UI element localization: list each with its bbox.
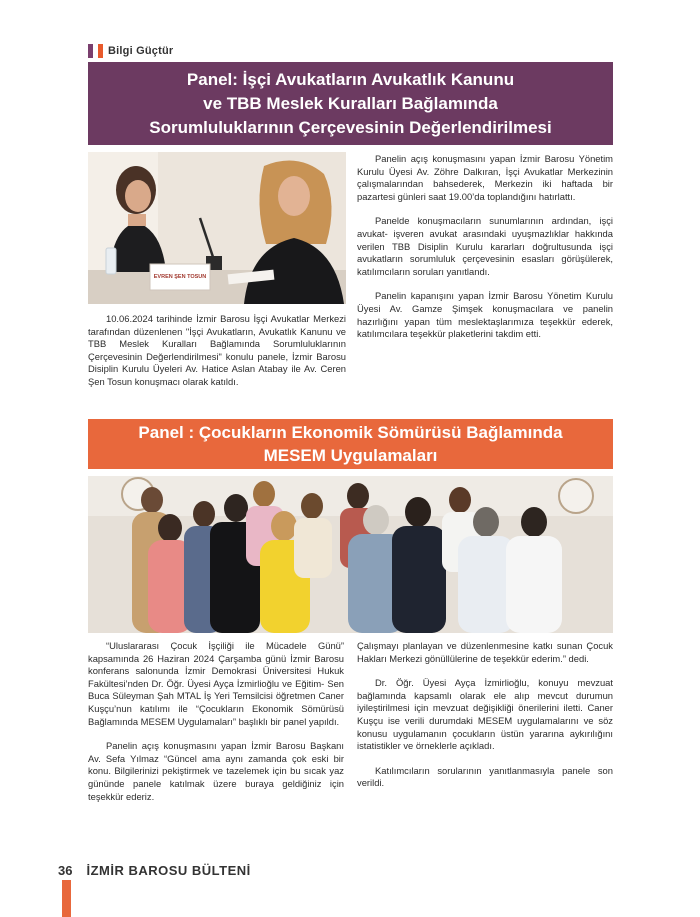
page-footer (58, 863, 251, 878)
publication-name: İZMİR BAROSU BÜLTENİ (86, 863, 251, 878)
section-tag (88, 44, 173, 58)
article2-group-photo (88, 476, 613, 633)
footer-accent-bar (62, 880, 71, 917)
panel-speakers-illustration (88, 152, 346, 304)
article1-title-line: ve TBB Meslek Kuralları Bağlamında (203, 93, 498, 113)
article1-column-right (357, 153, 613, 341)
article2-paragraph-lead: Çalışmayı planlayan ve düzenlenmesine katkı sunan Çocuk Hakları Merkezi gönüllülerine de teşekkür ederim.” dedi. (357, 640, 613, 664)
photo-nameplate-text: EVREN ŞEN TOSUN (153, 274, 207, 280)
article1-photo (88, 152, 346, 304)
article2-column-right (357, 640, 613, 790)
article1-paragraph: Panelin kapanışını yapan İzmir Barosu Yönetim Kurulu Üyesi Av. Gamze Şimşek konuşmacılara ve panelin hazırlığını yapan tüm meslektaşlarımıza teşekkür ederek, katılımcılara teşekkür plaketlerini takdim etti. (357, 290, 613, 340)
article2-paragraph: Katılımcıların sorularının yanıtlanmasıyla panele son verildi. (357, 764, 613, 789)
article2-column-left (88, 640, 344, 803)
group-photo-illustration (88, 476, 613, 633)
article1-paragraph: 10.06.2024 tarihinde İzmir Barosu İşçi Avukatlar Merkezi tarafından düzenlenen "İşçi Avukatların, Avukatlık Kanunu ve TBB Meslek Kuralları Bağlamında Sorumluluklarının Çerçevesinin Değerlendirilmesi" konulu panele, İzmir Barosu Disiplin Kurulu Üyeleri Av. Hatice Aslan Atabay ile Av. Ceren Şen Tosun konuşmacı olarak katıldı. (88, 313, 346, 387)
article2-paragraph: Panelin açış konuşmasını yapan İzmir Barosu Başkanı Av. Sefa Yılmaz “Güncel ama aynı zamanda çok eski bir konu. Bilgilerinizi pekiştirmek ve tazelemek için bu sıcak yaz gününde panele katılmak üzere buraya geldiğiniz için teşekkür ederiz. (88, 740, 344, 802)
section-tag-label: Bilgi Güçtür (108, 45, 174, 57)
article1-title-banner (88, 62, 613, 145)
article2-title-line: Panel : Çocukların Ekonomik Sömürüsü Bağlamında (138, 423, 563, 442)
article1-title-line: Panel: İşçi Avukatların Avukatlık Kanunu (186, 69, 515, 89)
article1-paragraph: Panelin açış konuşmasını yapan İzmir Barosu Yönetim Kurulu Üyesi Av. Zöhre Dalkıran, İşçi Avukatlar Merkezinin çalışmalarından bahsederek, Merkezin iki haftada bir pazartesi günleri saat 19.00’da toplandığını hatırlattı. (357, 153, 613, 202)
article1-column-left (88, 313, 346, 389)
article2-title-banner (88, 419, 613, 469)
article2-paragraph: Dr. Öğr. Üyesi Ayça İzmirlioğlu, konuyu mevzuat bağlamında kapsamlı olarak ele alıp mevcut durumun iyileştirilmesi için mevzuat değişikliği önerilerini iletti. Caner Kuşçu ise verili durumdaki MESEM uygulamalarını ve söz konusu uygulamanın çocukların üstün yararına aykırılığını istatistikler ve örneklerle açıkladı. (357, 677, 613, 752)
article1-title-line: Sorumluluklarının Çerçevesinin Değerlendirilmesi (149, 117, 552, 137)
section-tag-orange-mark (98, 44, 103, 58)
article1-paragraph: Panelde konuşmacıların sunumlarının ardından, işçi avukat- işveren avukat arasındaki uyuşmazlıklar hakkında verilen TBB Disiplin Kurulu kararları doğrultusunda işçi avukatların sorumluluk çerçevesinin esasları görüşülerek, katılımcıların soruları yanıtlandı. (357, 215, 613, 277)
article2-title-line: MESEM Uygulamaları (263, 446, 438, 465)
article2-paragraph: “Uluslararası Çocuk İşçiliği ile Mücadele Günü” kapsamında 26 Haziran 2024 Çarşamba günü İzmir Barosu konferans salonunda İzmir Demokrasi Üniversitesi Hukuk Fakültesi’nden Dr. Öğr. Üyesi Ayça İzmirlioğlu ve Eğitim- Sen Buca Süleyman Şah MTAL İş Yeri Temsilcisi öğretmen Caner Kuşçu’nun katılımı ile “Çocukların Ekonomik Sömürüsü Bağlamında MESEM Uygulamaları” başlıklı bir panel yapıldı. (88, 640, 344, 727)
page-number: 36 (58, 863, 73, 878)
section-tag-purple-mark (88, 44, 93, 58)
